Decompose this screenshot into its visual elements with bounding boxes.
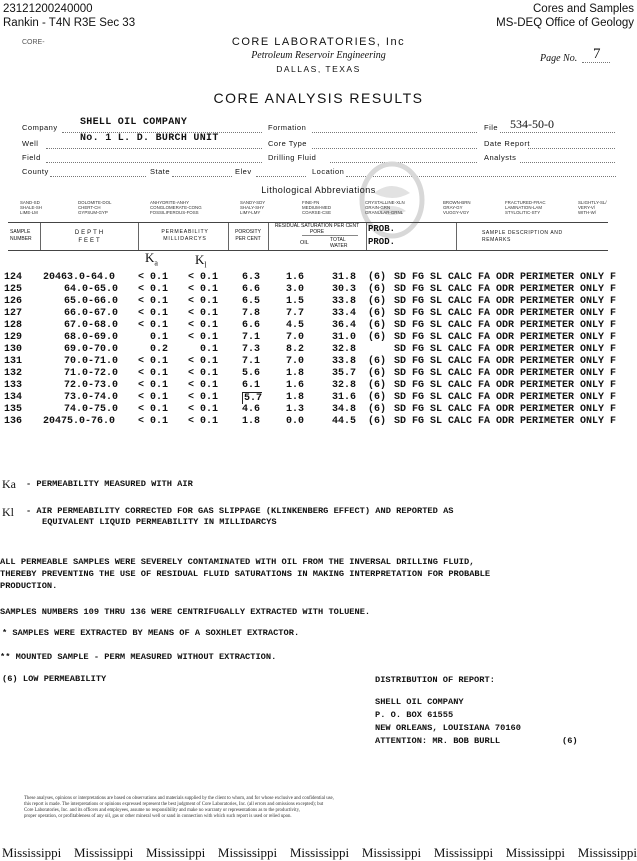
- field-label: Field: [22, 153, 41, 162]
- file-label: File: [484, 123, 499, 132]
- col-oil: OIL: [300, 240, 309, 246]
- well-label: Well: [22, 139, 39, 148]
- kl-note-line-1: - AIR PERMEABILITY CORRECTED FOR GAS SLIPPAGE (KLINKENBERG EFFECT) AND REPORTED AS: [26, 506, 454, 516]
- low-perm-note: (6) LOW PERMEABILITY: [2, 674, 107, 684]
- footer-word: Mississippi: [217, 845, 278, 860]
- well-value: No. 1 L. D. BURCH UNIT: [80, 133, 219, 144]
- col-permeability: PERMEABILITY MILLIDARCYS: [161, 229, 209, 242]
- kl-heading: $K_l$: [195, 252, 207, 270]
- company-value: SHELL OIL COMPANY: [80, 117, 188, 128]
- lab-city: DALLAS, TEXAS: [276, 64, 361, 74]
- abbrev-title: Lithological Abbreviations: [261, 185, 376, 195]
- col-saturation: RESIDUAL SATURATION PER CENT PORE: [274, 223, 360, 235]
- kl-note-line-2: EQUIVALENT LIQUID PERMEABILITY IN MILLIDARCYS: [42, 517, 277, 527]
- footer-word: Mississippi: [505, 845, 566, 860]
- ka-symbol: Ka: [2, 477, 16, 491]
- abbrev-col-5: FINE-FN MEDIUM-MED COARSE-CSE: [302, 200, 332, 216]
- footer-word: Mississippi: [289, 845, 350, 860]
- abbrev-col-6: CRYSTALLINE-XLN GRAIN-GRN GRANULAR-GRNL: [365, 200, 405, 216]
- state-label: State: [150, 167, 171, 176]
- county-label: County: [22, 167, 49, 176]
- col-depth: DEPTH FEET: [74, 230, 106, 244]
- contamination-line-1: ALL PERMEABLE SAMPLES WERE SEVERELY CONTAMINATED WITH OIL FROM THE INVERSAL DRILLING FLUID,: [0, 557, 475, 567]
- col-description: SAMPLE DESCRIPTION AND REMARKS: [482, 230, 563, 243]
- ka-heading: $K_a$: [145, 250, 158, 268]
- samples-note: SAMPLES NUMBERS 109 THRU 136 WERE CENTRIFUGALLY EXTRACTED WITH TOLUENE.: [0, 607, 371, 617]
- kl-symbol: Kl: [2, 505, 14, 519]
- soxhlet-note: * SAMPLES WERE EXTRACTED BY MEANS OF A SOXHLET EXTRACTOR.: [2, 628, 300, 638]
- footer-word: Mississippi: [577, 845, 637, 860]
- disclaimer: These analyses, opinions or interpretations are based on observations and materials supplied by the client to whom, and for whose exclusive and confidential use, this report is made. The interpretations or opinions expressed represent the best judgment of Core Laboratories, Inc. (all errors and omissions excepted); but Core Laboratories, Inc. and its officers and employees, assume no responsibility and make no warranty or representations as to the productivity, proper operation, or profitableness of any oil, gas or other mineral well or sand in connection with which such report is used or relied upon.: [24, 796, 334, 819]
- lab-subtitle: Petroleum Reservoir Engineering: [251, 50, 386, 61]
- abbrev-col-1: SAND-SD SHALE-SH LIME-LM: [20, 200, 42, 216]
- distribution-copies: (6): [562, 736, 578, 746]
- footer-word: Mississippi: [145, 845, 206, 860]
- distribution-line-1: SHELL OIL COMPANY: [375, 697, 464, 707]
- footer-word: Mississippi: [433, 845, 494, 860]
- abbrev-col-8: FRACTURED-FRAC LAMINATION-LAM STYLOLITIC-STY: [505, 200, 546, 216]
- distribution-title: DISTRIBUTION OF REPORT:: [375, 675, 495, 685]
- lab-name: CORE LABORATORIES, Inc: [231, 36, 406, 48]
- drilling-fluid-label: Drilling Fluid: [268, 153, 317, 162]
- contamination-line-3: PRODUCTION.: [0, 581, 58, 591]
- company-label: Company: [22, 123, 58, 132]
- footer-watermark: [2, 845, 637, 861]
- corner-mark: CORE-: [22, 39, 45, 46]
- footer-word: Mississippi: [2, 845, 62, 860]
- agency-label: MS-DEQ Office of Geology: [496, 17, 634, 29]
- footer-word: Mississippi: [361, 845, 422, 860]
- col-total-water: TOTAL WATER: [330, 237, 348, 249]
- page-number: 7: [593, 46, 601, 62]
- core-type-label: Core Type: [268, 139, 307, 148]
- abbrev-col-9: SLIGHTLY-SL/ VERY-V/ WITH-W/: [578, 200, 607, 216]
- location-field-label: Location: [312, 167, 345, 176]
- elev-label: Elev: [235, 167, 252, 176]
- document-id: 23121200240000: [3, 3, 93, 15]
- footer-word: Mississippi: [73, 845, 134, 860]
- col-prob: PROB.: [368, 224, 396, 234]
- distribution-line-2: P. O. BOX 61555: [375, 710, 454, 720]
- distribution-line-4: ATTENTION: MR. BOB BURLL: [375, 736, 501, 746]
- page-label: Page No.: [540, 53, 578, 64]
- col-sample-number: SAMPLE NUMBER: [10, 229, 32, 242]
- formation-label: Formation: [268, 123, 307, 132]
- file-value: 534-50-0: [510, 117, 554, 131]
- abbrev-col-7: BROWN-BRN GRAY-GY VUGGY-VGY: [443, 200, 471, 216]
- abbrev-col-3: ANHYDRITE-ANHY CONGLOMERATE-CONG FOSSILIFEROUS-FOSS: [150, 200, 202, 216]
- mounted-note: ** MOUNTED SAMPLE - PERM MEASURED WITHOUT EXTRACTION.: [0, 652, 277, 662]
- distribution-line-3: NEW ORLEANS, LOUISIANA 70160: [375, 723, 521, 733]
- abbrev-col-4: SANDY-SDY SHALY-SHY LIMY-LMY: [240, 200, 266, 216]
- date-report-label: Date Report: [484, 139, 530, 148]
- abbrev-col-2: DOLOMITE-DOL CHERT-CH GYPSUM-GYP: [78, 200, 112, 216]
- contamination-line-2: THEREBY PREVENTING THE USE OF RESIDUAL FLUID SATURATIONS IN MAKING INTERPRETATION FOR PROBABLE: [0, 569, 491, 579]
- page-title: CORE ANALYSIS RESULTS: [213, 90, 424, 106]
- col-prod: PROD.: [368, 237, 396, 247]
- category-label: Cores and Samples: [533, 3, 634, 15]
- col-porosity: POROSITY PER CENT: [235, 229, 261, 242]
- ka-note: - PERMEABILITY MEASURED WITH AIR: [26, 479, 193, 489]
- analysts-label: Analysts: [484, 153, 517, 162]
- location-label: Rankin - T4N R3E Sec 33: [3, 17, 136, 29]
